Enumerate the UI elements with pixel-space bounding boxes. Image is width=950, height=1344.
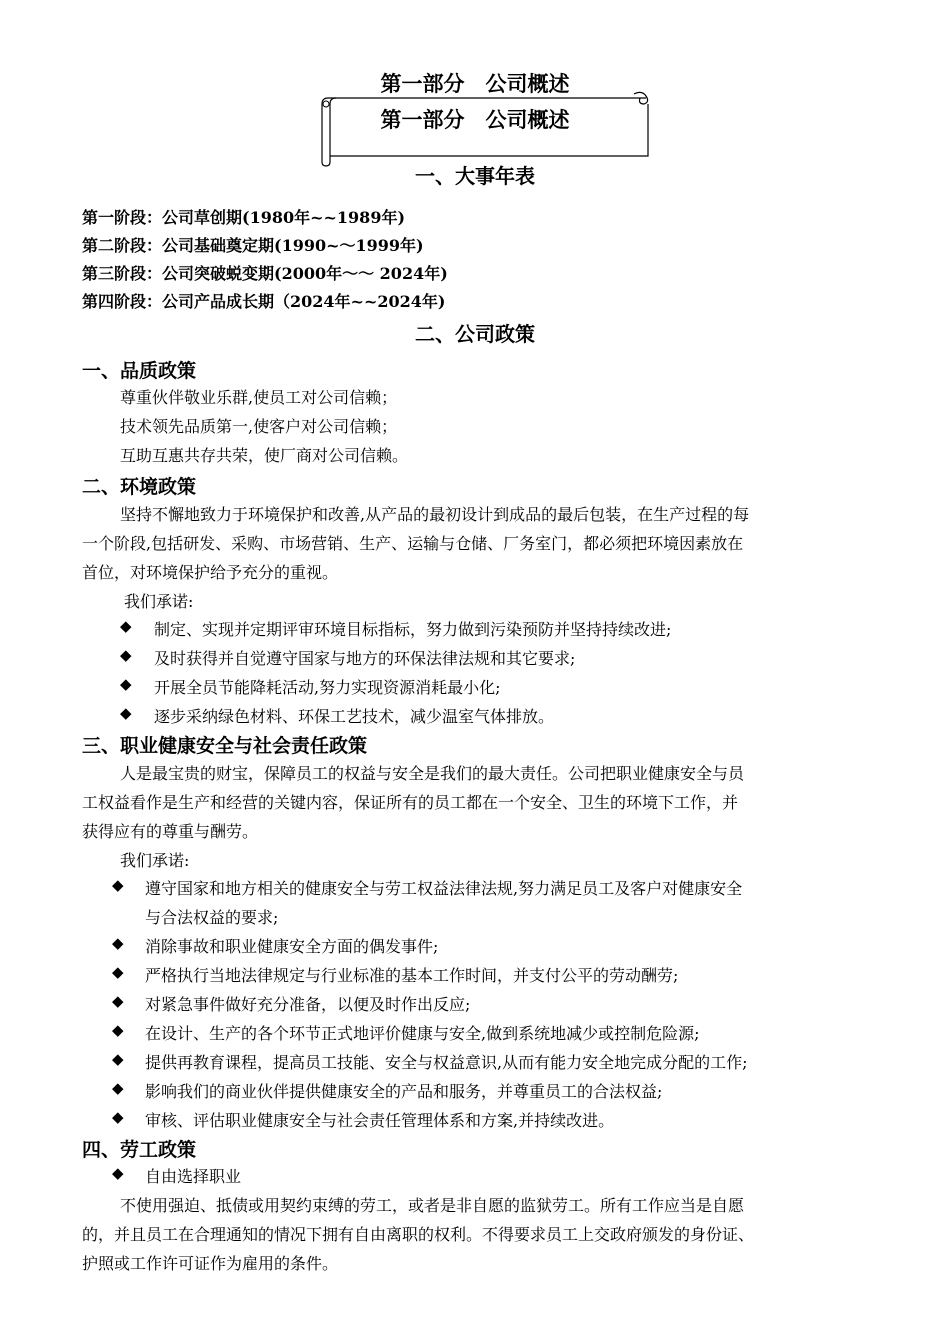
quality-line: 技术领先品质第一,使客户对公司信赖； <box>120 417 398 436</box>
ohs-para-line: 获得应有的尊重与酬劳。 <box>82 822 259 841</box>
diamond-bullet-icon: ◆ <box>120 704 132 722</box>
ohs-item: 对紧急事件做好充分准备，以便及时作出反应; <box>145 995 471 1014</box>
ohs-para-line: 人是最宝贵的财宝，保障员工的权益与安全是我们的最大责任。公司把职业健康安全与员 <box>120 764 745 783</box>
stage-3: 第三阶段：公司突破蜕变期(2000年～～ 2024年) <box>82 264 448 283</box>
environment-heading: 二、环境政策 <box>82 476 197 498</box>
ohs-item: 严格执行当地法律规定与行业标准的基本工作时间，并支付公平的劳动酬劳; <box>145 966 679 985</box>
diamond-bullet-icon: ◆ <box>112 992 124 1010</box>
environment-commit: 我们承诺: <box>124 592 194 611</box>
ohs-item: 提供再教育课程，提高员工技能、安全与权益意识,从而有能力安全地完成分配的工作; <box>145 1053 748 1072</box>
diamond-bullet-icon: ◆ <box>112 1050 124 1068</box>
diamond-bullet-icon: ◆ <box>112 934 124 952</box>
labor-item: 自由选择职业 <box>145 1167 242 1186</box>
environment-item: 逐步采纳绿色材料、环保工艺技术，减少温室气体排放。 <box>154 707 555 726</box>
policy-title: 二、公司政策 <box>415 322 535 346</box>
diamond-bullet-icon: ◆ <box>112 963 124 981</box>
timeline-title: 一、大事年表 <box>415 164 535 188</box>
labor-heading: 四、劳工政策 <box>82 1139 197 1161</box>
diamond-bullet-icon: ◆ <box>112 876 124 894</box>
quality-line: 尊重伙伴敬业乐群,使员工对公司信赖； <box>120 388 398 407</box>
ohs-para-line: 工权益看作是生产和经营的关键内容，保证所有的员工都在一个安全、卫生的环境下工作，并 <box>82 793 739 812</box>
stage-2: 第二阶段：公司基础奠定期(1990~～1999年) <box>82 236 424 255</box>
ohs-item-cont: 与合法权益的要求; <box>145 908 279 927</box>
quality-line: 互助互惠共存共荣，使厂商对公司信赖。 <box>120 446 409 465</box>
diamond-bullet-icon: ◆ <box>112 1108 124 1126</box>
labor-para-line: 护照或工作许可证作为雇用的条件。 <box>82 1254 339 1273</box>
page-title: 第一部分 公司概述 <box>380 72 570 96</box>
environment-para-line: 坚持不懈地致力于环境保护和改善,从产品的最初设计到成品的最后包装，在生产过程的每 <box>120 505 750 524</box>
ohs-item: 影响我们的商业伙伴提供健康安全的产品和服务，并尊重员工的合法权益; <box>145 1082 663 1101</box>
labor-para-line: 不使用强迫、抵债或用契约束缚的劳工，或者是非自愿的监狱劳工。所有工作应当是自愿 <box>120 1196 745 1215</box>
diamond-bullet-icon: ◆ <box>112 1021 124 1039</box>
environment-para-line: 一个阶段,包括研发、采购、市场营销、生产、运输与仓储、厂务室门，都必须把环境因素放在 <box>82 534 744 553</box>
environment-item: 制定、实现并定期评审环境目标指标，努力做到污染预防并坚持持续改进; <box>154 620 672 639</box>
ohs-item: 遵守国家和地方相关的健康安全与劳工权益法律法规,努力满足员工及客户对健康安全 <box>145 879 743 898</box>
diamond-bullet-icon: ◆ <box>112 1079 124 1097</box>
ohs-commit: 我们承诺: <box>120 851 190 870</box>
ohs-item: 消除事故和职业健康安全方面的偶发事件; <box>145 937 439 956</box>
environment-item: 及时获得并自觉遵守国家与地方的环保法律法规和其它要求; <box>154 649 576 668</box>
ohs-item: 在设计、生产的各个环节正式地评价健康与安全,做到系统地减少或控制危险源; <box>145 1024 700 1043</box>
environment-para-line: 首位，对环境保护给予充分的重视。 <box>82 563 339 582</box>
labor-para-line: 的，并且员工在合理通知的情况下拥有自由离职的权利。不得要求员工上交政府颁发的身份证、 <box>82 1225 755 1244</box>
stage-1: 第一阶段：公司草创期(1980年~~1989年) <box>82 208 406 227</box>
diamond-bullet-icon: ◆ <box>120 675 132 693</box>
ohs-item: 审核、评估职业健康安全与社会责任管理体系和方案,并持续改进。 <box>145 1111 615 1130</box>
stage-4: 第四阶段：公司产品成长期（2024年~~2024年) <box>82 292 446 311</box>
environment-item: 开展全员节能降耗活动,努力实现资源消耗最小化; <box>154 678 501 697</box>
diamond-bullet-icon: ◆ <box>120 617 132 635</box>
scroll-title: 第一部分 公司概述 <box>380 108 570 132</box>
ohs-heading: 三、职业健康安全与社会责任政策 <box>82 735 368 757</box>
diamond-bullet-icon: ◆ <box>120 646 132 664</box>
diamond-bullet-icon: ◆ <box>112 1164 124 1182</box>
quality-heading: 一、品质政策 <box>82 360 197 382</box>
